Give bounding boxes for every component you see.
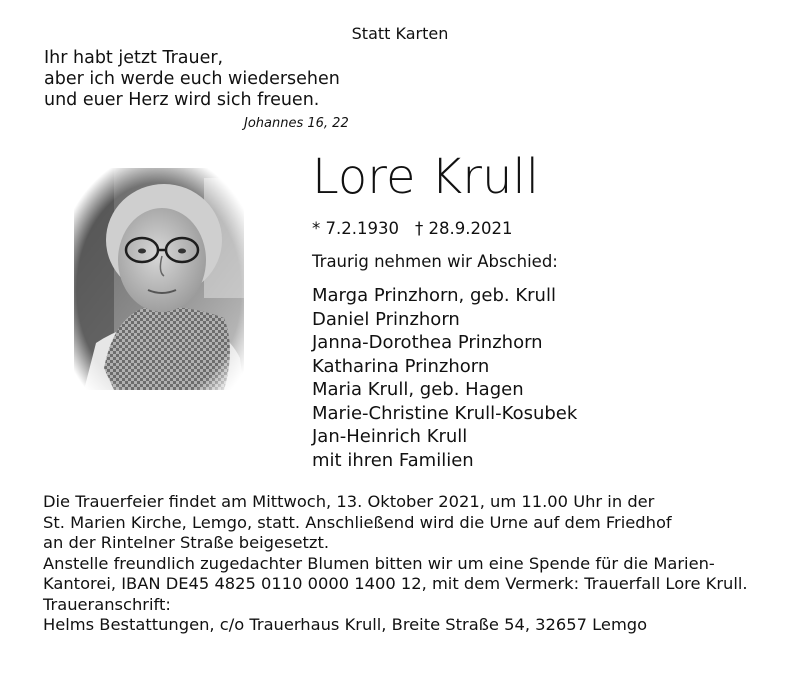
- mourner-name: Marie-Christine Krull-Kosubek: [312, 402, 578, 424]
- mourner-name: Maria Krull, geb. Hagen: [312, 379, 524, 400]
- donation-line: Kantorei, IBAN DE45 4825 0110 0000 1400 12, mit dem Vermerk: Trauerfall Lore Krull.: [43, 574, 748, 593]
- mourner-name: Janna-Dorothea Prinzhorn: [312, 332, 543, 353]
- bible-verse: [44, 48, 340, 111]
- mourner-name: Marga Prinzhorn, geb. Krull: [312, 285, 556, 306]
- portrait-photo: [74, 168, 244, 390]
- heading-statt-karten: Statt Karten: [351, 24, 449, 43]
- mourners-intro: Traurig nehmen wir Abschied:: [312, 252, 558, 271]
- verse-reference: Johannes 16, 22: [244, 116, 349, 131]
- funeral-line: an der Rintelner Straße beigesetzt.: [43, 533, 330, 552]
- address-line: Helms Bestattungen, c/o Trauerhaus Krull, Breite Straße 54, 32657 Lemgo: [43, 615, 648, 634]
- funeral-details: [43, 492, 748, 636]
- life-dates: [312, 219, 512, 238]
- verse-line: und euer Herz wird sich freuen.: [44, 90, 320, 110]
- funeral-line: St. Marien Kirche, Lemgo, statt. Anschließend wird die Urne auf dem Friedhof: [43, 512, 672, 532]
- mourner-name: mit ihren Familien: [312, 449, 474, 471]
- death-date: † 28.9.2021: [414, 219, 513, 238]
- mourner-name: Jan-Heinrich Krull: [312, 426, 468, 447]
- mourners-list: [312, 284, 577, 472]
- deceased-name: Lore Krull: [312, 149, 540, 205]
- funeral-line: Die Trauerfeier findet am Mittwoch, 13. Oktober 2021, um 11.00 Uhr in der: [43, 492, 655, 511]
- donation-line: Anstelle freundlich zugedachter Blumen bitten wir um eine Spende für die Marien-: [43, 553, 715, 573]
- verse-line: Ihr habt jetzt Trauer,: [44, 48, 224, 68]
- verse-line: aber ich werde euch wiedersehen: [44, 69, 340, 89]
- mourner-name: Daniel Prinzhorn: [312, 308, 460, 330]
- birth-date: * 7.2.1930: [312, 219, 399, 238]
- mourner-name: Katharina Prinzhorn: [312, 355, 490, 377]
- address-label: Traueranschrift:: [43, 594, 171, 614]
